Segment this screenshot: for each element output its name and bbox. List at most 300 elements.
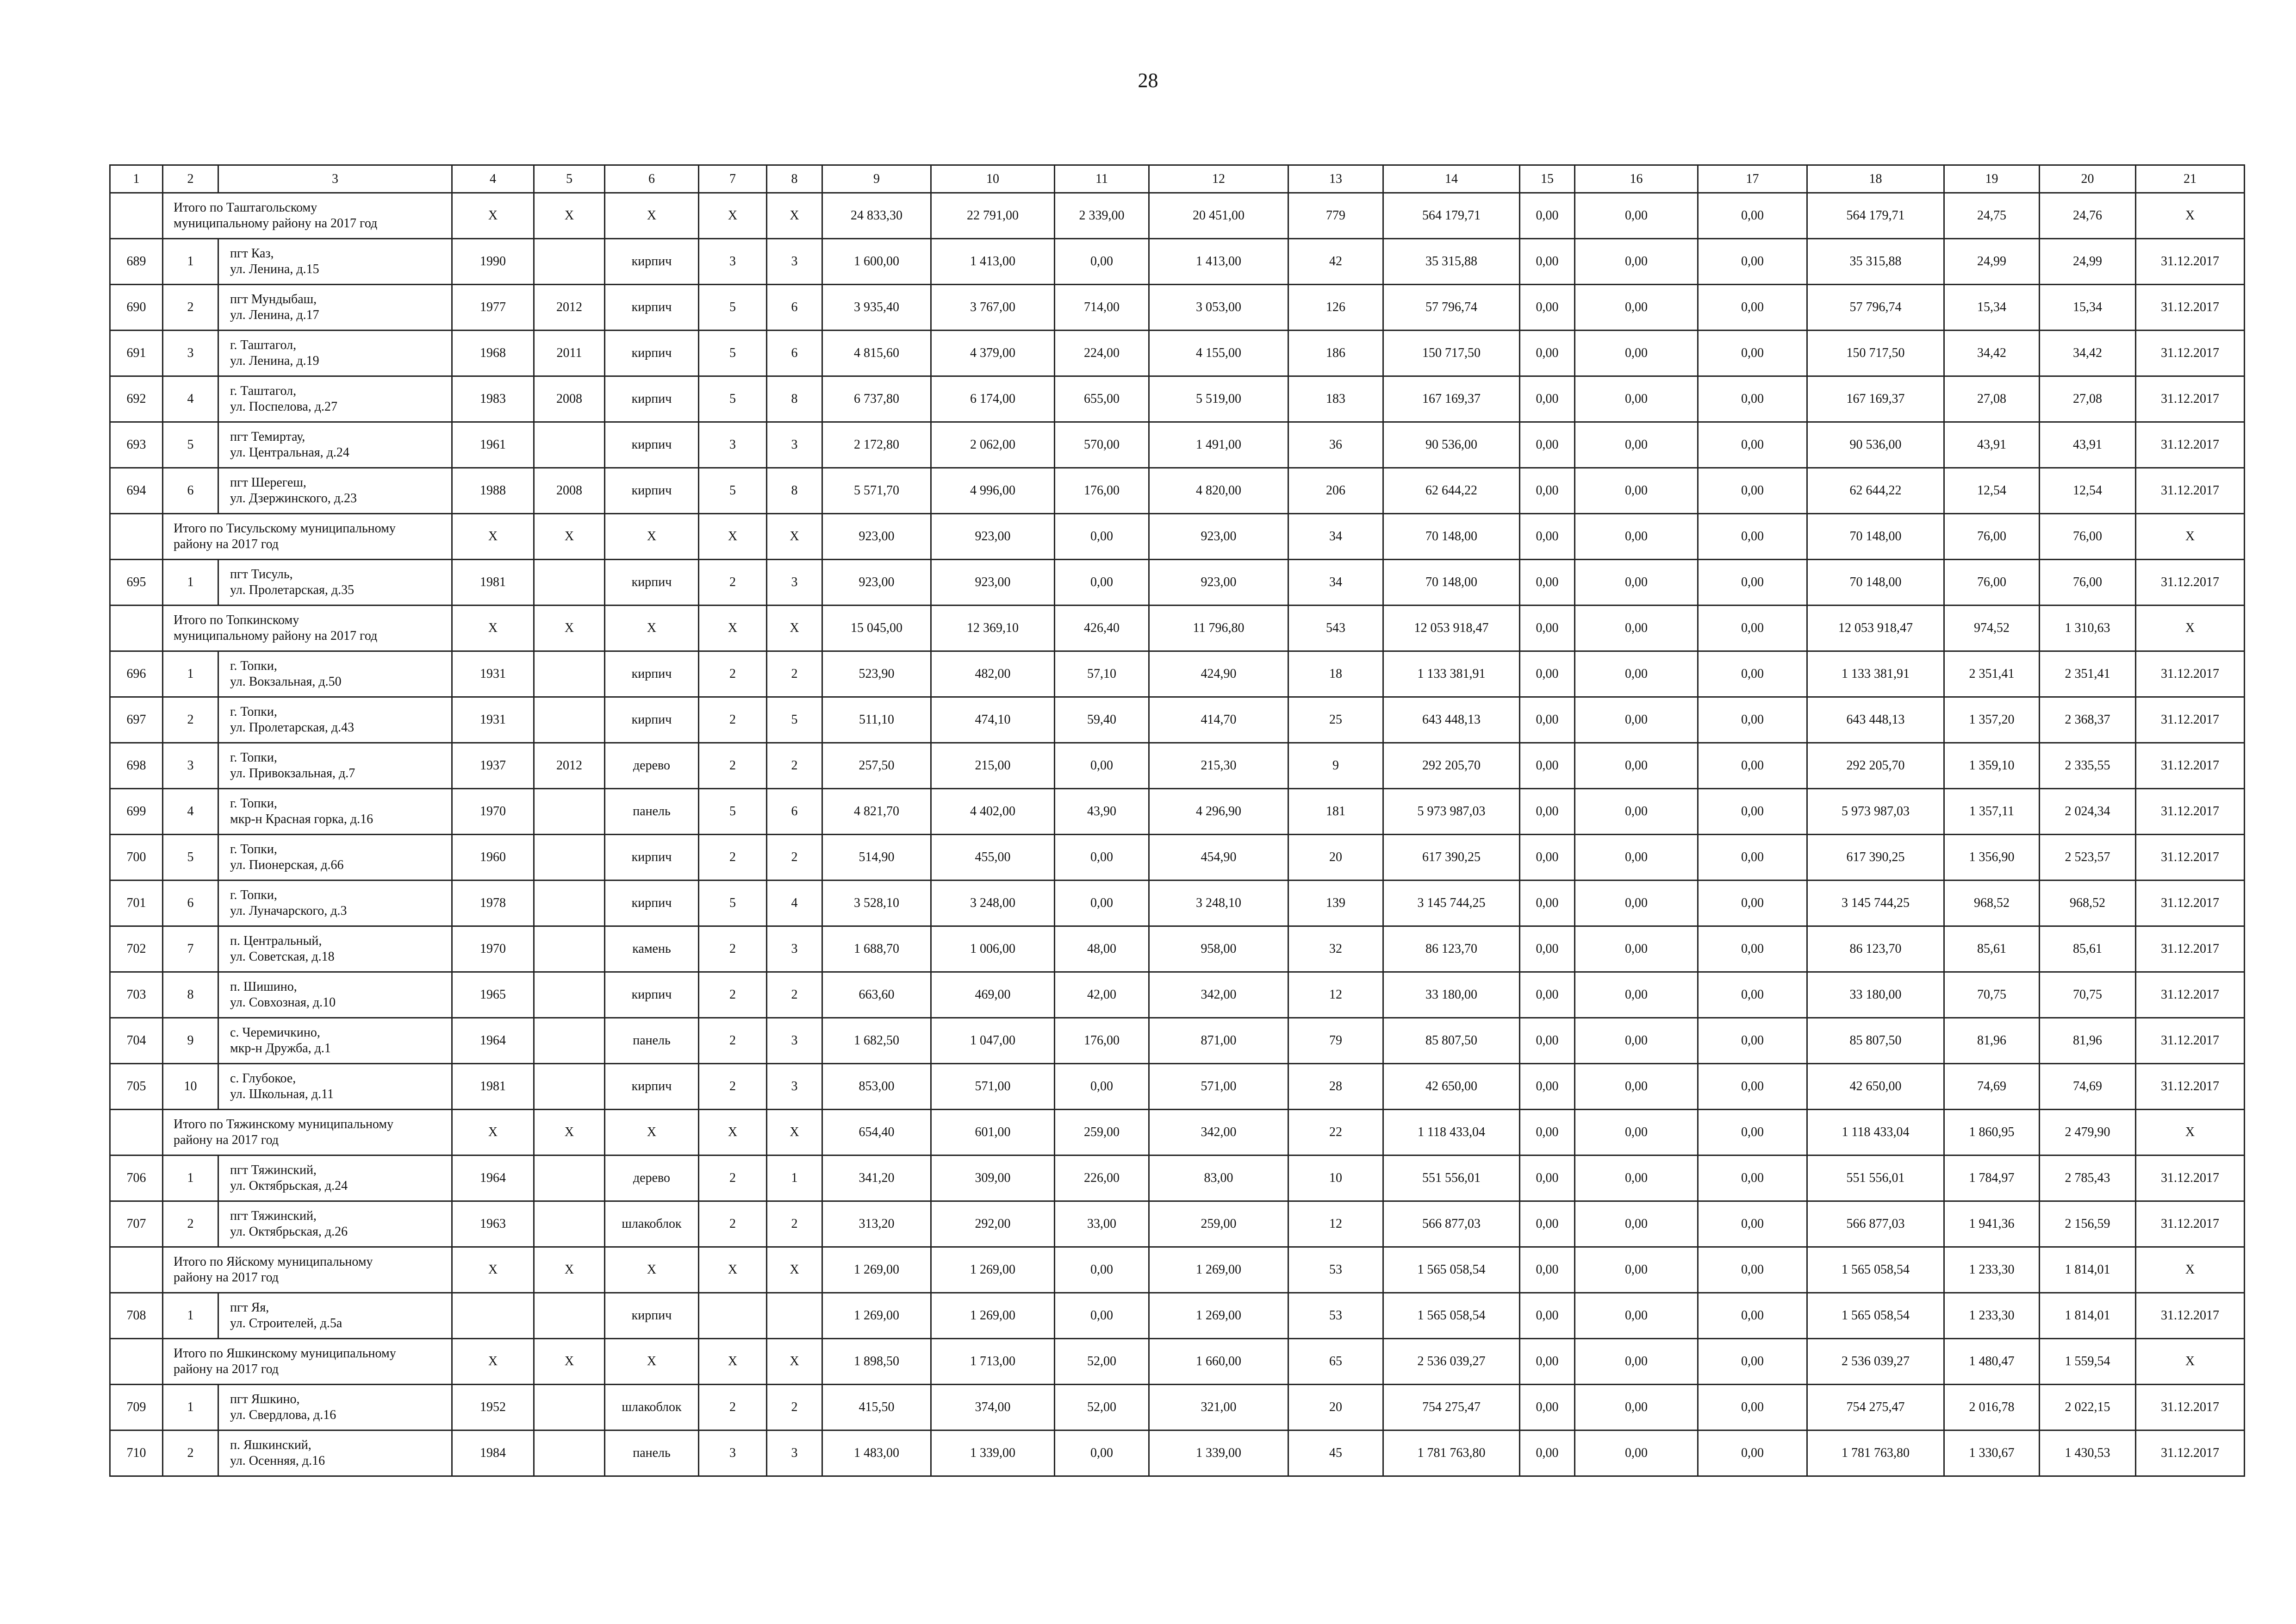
data-cell: 0,00 bbox=[1575, 1018, 1698, 1064]
data-cell: 4 155,00 bbox=[1149, 331, 1288, 376]
data-cell: 3 248,10 bbox=[1149, 881, 1288, 926]
building-row bbox=[110, 422, 2245, 468]
line-1: пгт Темиртау, bbox=[230, 430, 305, 444]
data-cell: 482,00 bbox=[931, 651, 1055, 697]
data-cell: 259,00 bbox=[1149, 1201, 1288, 1247]
data-cell: 455,00 bbox=[931, 835, 1055, 881]
data-cell: 0,00 bbox=[1575, 1247, 1698, 1293]
row-number-cell: 707 bbox=[110, 1201, 163, 1247]
data-cell: 43,91 bbox=[1944, 422, 2040, 468]
data-cell: 1 413,00 bbox=[931, 239, 1055, 285]
data-cell: 76,00 bbox=[2040, 560, 2136, 606]
data-cell: 0,00 bbox=[1575, 835, 1698, 881]
line-1: с. Глубокое, bbox=[230, 1071, 296, 1086]
row-number-cell bbox=[110, 1110, 163, 1156]
data-cell: 923,00 bbox=[1149, 514, 1288, 560]
data-cell: 342,00 bbox=[1149, 972, 1288, 1018]
data-cell: 6 737,80 bbox=[822, 376, 931, 422]
building-row bbox=[110, 376, 2245, 422]
data-cell: 0,00 bbox=[1520, 1247, 1575, 1293]
district-index-cell: 10 bbox=[163, 1064, 218, 1110]
data-cell: панель bbox=[605, 789, 699, 835]
data-cell: 0,00 bbox=[1698, 1201, 1807, 1247]
data-cell: 176,00 bbox=[1055, 1018, 1149, 1064]
data-cell: 2 172,80 bbox=[822, 422, 931, 468]
data-cell: 0,00 bbox=[1698, 789, 1807, 835]
data-cell: 0,00 bbox=[1520, 1430, 1575, 1476]
data-cell: 12 bbox=[1288, 1201, 1383, 1247]
data-cell: 1 688,70 bbox=[822, 926, 931, 972]
data-cell: 79 bbox=[1288, 1018, 1383, 1064]
data-cell: 0,00 bbox=[1055, 1247, 1149, 1293]
data-cell: 0,00 bbox=[1520, 239, 1575, 285]
address-cell bbox=[218, 972, 452, 1018]
data-cell: 74,69 bbox=[2040, 1064, 2136, 1110]
district-index-cell: 1 bbox=[163, 1293, 218, 1339]
data-cell: X bbox=[699, 1110, 767, 1156]
data-cell: 0,00 bbox=[1698, 926, 1807, 972]
data-cell: 0,00 bbox=[1055, 835, 1149, 881]
data-cell: 31.12.2017 bbox=[2136, 560, 2245, 606]
data-cell: 76,00 bbox=[1944, 560, 2040, 606]
row-number-cell: 689 bbox=[110, 239, 163, 285]
data-cell: 0,00 bbox=[1055, 514, 1149, 560]
line-1: г. Топки, bbox=[230, 888, 277, 902]
row-number-cell bbox=[110, 514, 163, 560]
district-index-cell: 6 bbox=[163, 881, 218, 926]
column-number-header: 11 bbox=[1055, 165, 1149, 193]
data-cell: 571,00 bbox=[931, 1064, 1055, 1110]
data-cell: 31.12.2017 bbox=[2136, 972, 2245, 1018]
data-cell: 871,00 bbox=[1149, 1018, 1288, 1064]
line-2: муниципальному району на 2017 год bbox=[174, 629, 378, 643]
district-index-cell: 9 bbox=[163, 1018, 218, 1064]
data-cell: 9 bbox=[1288, 743, 1383, 789]
data-cell: 3 bbox=[699, 239, 767, 285]
data-cell: 8 bbox=[767, 468, 822, 514]
address-cell bbox=[218, 835, 452, 881]
district-index-cell: 5 bbox=[163, 422, 218, 468]
housing-register-table bbox=[109, 164, 2245, 1477]
data-cell: 564 179,71 bbox=[1807, 193, 1944, 239]
row-number-cell: 706 bbox=[110, 1156, 163, 1201]
column-number-header: 2 bbox=[163, 165, 218, 193]
data-cell bbox=[534, 1201, 605, 1247]
district-index-cell: 4 bbox=[163, 789, 218, 835]
data-cell: 0,00 bbox=[1698, 1385, 1807, 1430]
data-cell: 0,00 bbox=[1575, 1064, 1698, 1110]
data-cell: 0,00 bbox=[1698, 1293, 1807, 1339]
data-cell: X bbox=[452, 1339, 534, 1385]
line-1: п. Яшкинский, bbox=[230, 1438, 311, 1452]
row-number-cell: 697 bbox=[110, 697, 163, 743]
data-cell: 0,00 bbox=[1575, 560, 1698, 606]
building-row bbox=[110, 239, 2245, 285]
data-cell: 4 821,70 bbox=[822, 789, 931, 835]
data-cell bbox=[534, 1018, 605, 1064]
data-cell: 2 bbox=[767, 1385, 822, 1430]
line-1: пгт Шерегеш, bbox=[230, 475, 306, 490]
data-cell: 2 bbox=[699, 1156, 767, 1201]
data-cell: 6 bbox=[767, 285, 822, 331]
data-cell: 0,00 bbox=[1698, 468, 1807, 514]
data-cell: 1 269,00 bbox=[1149, 1247, 1288, 1293]
line-2: ул. Центральная, д.24 bbox=[230, 445, 349, 460]
data-cell: 53 bbox=[1288, 1293, 1383, 1339]
column-number-header: 3 bbox=[218, 165, 452, 193]
building-row bbox=[110, 1201, 2245, 1247]
line-1: Итого по Яйскому муниципальному bbox=[174, 1255, 373, 1269]
data-cell: 31.12.2017 bbox=[2136, 926, 2245, 972]
column-number-header: 8 bbox=[767, 165, 822, 193]
data-cell: кирпич bbox=[605, 239, 699, 285]
data-cell: 0,00 bbox=[1520, 1293, 1575, 1339]
data-cell: 0,00 bbox=[1575, 789, 1698, 835]
data-cell: 1 269,00 bbox=[822, 1293, 931, 1339]
building-row bbox=[110, 1293, 2245, 1339]
address-cell bbox=[218, 743, 452, 789]
data-cell: 0,00 bbox=[1055, 1064, 1149, 1110]
data-cell: 36 bbox=[1288, 422, 1383, 468]
line-2: ул. Пионерская, д.66 bbox=[230, 858, 344, 872]
data-cell: 3 bbox=[767, 560, 822, 606]
data-cell: 31.12.2017 bbox=[2136, 331, 2245, 376]
data-cell: X bbox=[767, 1110, 822, 1156]
data-cell: 6 174,00 bbox=[931, 376, 1055, 422]
data-cell: 259,00 bbox=[1055, 1110, 1149, 1156]
line-2: ул. Поспелова, д.27 bbox=[230, 400, 337, 414]
data-cell: 0,00 bbox=[1520, 1156, 1575, 1201]
data-cell: шлакоблок bbox=[605, 1385, 699, 1430]
data-cell: 1 814,01 bbox=[2040, 1247, 2136, 1293]
data-cell: 655,00 bbox=[1055, 376, 1149, 422]
building-row bbox=[110, 881, 2245, 926]
data-cell: 1964 bbox=[452, 1156, 534, 1201]
data-cell: 968,52 bbox=[2040, 881, 2136, 926]
data-cell: 5 bbox=[699, 376, 767, 422]
data-cell: 2 bbox=[699, 743, 767, 789]
data-cell: 5 973 987,03 bbox=[1383, 789, 1520, 835]
data-cell: 1 814,01 bbox=[2040, 1293, 2136, 1339]
data-cell: 4 996,00 bbox=[931, 468, 1055, 514]
data-cell: 2012 bbox=[534, 285, 605, 331]
building-row bbox=[110, 835, 2245, 881]
data-cell: панель bbox=[605, 1430, 699, 1476]
data-cell: 8 bbox=[767, 376, 822, 422]
building-row bbox=[110, 1018, 2245, 1064]
building-row bbox=[110, 331, 2245, 376]
data-cell: 70,75 bbox=[1944, 972, 2040, 1018]
data-cell: 0,00 bbox=[1520, 1339, 1575, 1385]
data-cell: 31.12.2017 bbox=[2136, 651, 2245, 697]
data-cell: 31.12.2017 bbox=[2136, 743, 2245, 789]
data-cell: 12 369,10 bbox=[931, 606, 1055, 651]
data-cell: 1 784,97 bbox=[1944, 1156, 2040, 1201]
data-cell: 313,20 bbox=[822, 1201, 931, 1247]
data-cell: 5 bbox=[699, 789, 767, 835]
data-cell: 1970 bbox=[452, 789, 534, 835]
data-cell: 1 356,90 bbox=[1944, 835, 2040, 881]
row-number-cell bbox=[110, 193, 163, 239]
data-cell: 1 bbox=[767, 1156, 822, 1201]
data-cell: 2 156,59 bbox=[2040, 1201, 2136, 1247]
data-cell: 27,08 bbox=[2040, 376, 2136, 422]
address-cell bbox=[218, 1018, 452, 1064]
data-cell: 12,54 bbox=[1944, 468, 2040, 514]
data-cell: 22 bbox=[1288, 1110, 1383, 1156]
data-cell: 0,00 bbox=[1575, 972, 1698, 1018]
data-cell: 0,00 bbox=[1520, 697, 1575, 743]
data-cell: 1 233,30 bbox=[1944, 1293, 2040, 1339]
data-cell: 1964 bbox=[452, 1018, 534, 1064]
data-cell: 0,00 bbox=[1575, 881, 1698, 926]
data-cell: 617 390,25 bbox=[1383, 835, 1520, 881]
data-cell: 3 bbox=[767, 926, 822, 972]
line-2: ул. Вокзальная, д.50 bbox=[230, 675, 342, 689]
data-cell: 0,00 bbox=[1698, 1110, 1807, 1156]
district-total-label bbox=[163, 1110, 452, 1156]
data-cell: 3 053,00 bbox=[1149, 285, 1288, 331]
data-cell: 0,00 bbox=[1520, 972, 1575, 1018]
data-cell: 0,00 bbox=[1698, 239, 1807, 285]
line-1: Итого по Яшкинскому муниципальному bbox=[174, 1346, 396, 1361]
data-cell: X bbox=[605, 193, 699, 239]
data-cell: 1 269,00 bbox=[931, 1247, 1055, 1293]
data-cell: 0,00 bbox=[1698, 1247, 1807, 1293]
data-cell: 2 bbox=[699, 697, 767, 743]
data-cell: 1 413,00 bbox=[1149, 239, 1288, 285]
data-cell bbox=[534, 1064, 605, 1110]
line-2: ул. Пролетарская, д.43 bbox=[230, 720, 355, 735]
data-cell: 414,70 bbox=[1149, 697, 1288, 743]
data-cell: 1 781 763,80 bbox=[1807, 1430, 1944, 1476]
data-cell: кирпич bbox=[605, 651, 699, 697]
column-number-header: 12 bbox=[1149, 165, 1288, 193]
data-cell: 0,00 bbox=[1575, 1201, 1698, 1247]
address-cell bbox=[218, 422, 452, 468]
data-cell: 4 bbox=[767, 881, 822, 926]
data-cell: 2 062,00 bbox=[931, 422, 1055, 468]
data-cell: 62 644,22 bbox=[1383, 468, 1520, 514]
building-row bbox=[110, 1156, 2245, 1201]
data-cell: X bbox=[452, 193, 534, 239]
district-index-cell: 1 bbox=[163, 1385, 218, 1430]
line-1: пгт Мундыбаш, bbox=[230, 292, 317, 306]
data-cell: 83,00 bbox=[1149, 1156, 1288, 1201]
data-cell: 0,00 bbox=[1575, 193, 1698, 239]
data-cell: X bbox=[534, 1110, 605, 1156]
data-cell: 42 650,00 bbox=[1383, 1064, 1520, 1110]
row-number-cell: 694 bbox=[110, 468, 163, 514]
data-cell: 31.12.2017 bbox=[2136, 1018, 2245, 1064]
data-cell: 0,00 bbox=[1520, 606, 1575, 651]
data-cell: 1 359,10 bbox=[1944, 743, 2040, 789]
data-cell: 167 169,37 bbox=[1807, 376, 1944, 422]
district-index-cell: 8 bbox=[163, 972, 218, 1018]
data-cell: 2 022,15 bbox=[2040, 1385, 2136, 1430]
district-total-label bbox=[163, 1247, 452, 1293]
data-cell: дерево bbox=[605, 1156, 699, 1201]
line-1: пгт Тяжинский, bbox=[230, 1209, 317, 1223]
data-cell: 2 bbox=[767, 835, 822, 881]
data-cell: 469,00 bbox=[931, 972, 1055, 1018]
data-cell: 45 bbox=[1288, 1430, 1383, 1476]
row-number-cell: 705 bbox=[110, 1064, 163, 1110]
district-total-row bbox=[110, 1110, 2245, 1156]
data-cell: 0,00 bbox=[1575, 376, 1698, 422]
data-cell bbox=[534, 239, 605, 285]
data-cell: 3 145 744,25 bbox=[1807, 881, 1944, 926]
data-cell: 2011 bbox=[534, 331, 605, 376]
data-cell: 0,00 bbox=[1520, 1064, 1575, 1110]
line-2: ул. Строителей, д.5а bbox=[230, 1316, 342, 1330]
data-cell: 292 205,70 bbox=[1807, 743, 1944, 789]
data-cell: дерево bbox=[605, 743, 699, 789]
data-cell: 0,00 bbox=[1055, 1430, 1149, 1476]
data-cell: 0,00 bbox=[1698, 422, 1807, 468]
data-cell: X bbox=[2136, 1247, 2245, 1293]
data-cell: 321,00 bbox=[1149, 1385, 1288, 1430]
row-number-cell bbox=[110, 606, 163, 651]
building-row bbox=[110, 972, 2245, 1018]
data-cell: 2 bbox=[699, 651, 767, 697]
data-cell: 0,00 bbox=[1698, 193, 1807, 239]
data-cell: 3 bbox=[767, 1064, 822, 1110]
data-cell: 15,34 bbox=[1944, 285, 2040, 331]
data-cell: 25 bbox=[1288, 697, 1383, 743]
data-cell: кирпич bbox=[605, 1293, 699, 1339]
data-cell: 31.12.2017 bbox=[2136, 1385, 2245, 1430]
line-1: г. Таштагол, bbox=[230, 384, 297, 398]
data-cell: 76,00 bbox=[1944, 514, 2040, 560]
data-cell: 1 565 058,54 bbox=[1383, 1247, 1520, 1293]
data-cell: X bbox=[452, 606, 534, 651]
data-cell: 1931 bbox=[452, 651, 534, 697]
data-cell: 1 357,20 bbox=[1944, 697, 2040, 743]
data-cell: 2 bbox=[767, 651, 822, 697]
data-cell: X bbox=[767, 1339, 822, 1385]
data-cell: 27,08 bbox=[1944, 376, 2040, 422]
data-cell: 415,50 bbox=[822, 1385, 931, 1430]
data-cell bbox=[767, 1293, 822, 1339]
data-cell: 2 bbox=[767, 743, 822, 789]
data-cell: 923,00 bbox=[822, 560, 931, 606]
data-cell bbox=[534, 560, 605, 606]
line-2: району на 2017 год bbox=[174, 1133, 279, 1147]
data-cell: 0,00 bbox=[1520, 560, 1575, 606]
data-cell: 3 bbox=[699, 422, 767, 468]
data-cell: 1 898,50 bbox=[822, 1339, 931, 1385]
line-2: ул. Октябрьская, д.24 bbox=[230, 1179, 348, 1193]
data-cell: 551 556,01 bbox=[1383, 1156, 1520, 1201]
data-cell: 0,00 bbox=[1575, 1339, 1698, 1385]
column-number-header: 1 bbox=[110, 165, 163, 193]
data-cell: X bbox=[767, 514, 822, 560]
building-row bbox=[110, 1064, 2245, 1110]
data-cell: 1990 bbox=[452, 239, 534, 285]
data-cell: 1 269,00 bbox=[931, 1293, 1055, 1339]
data-cell: 28 bbox=[1288, 1064, 1383, 1110]
data-cell: 2 351,41 bbox=[1944, 651, 2040, 697]
row-number-cell bbox=[110, 1339, 163, 1385]
data-cell: 90 536,00 bbox=[1383, 422, 1520, 468]
data-cell: 150 717,50 bbox=[1807, 331, 1944, 376]
data-cell: 5 bbox=[699, 285, 767, 331]
data-cell: 0,00 bbox=[1698, 1156, 1807, 1201]
data-cell: 1 269,00 bbox=[822, 1247, 931, 1293]
data-cell: 81,96 bbox=[2040, 1018, 2136, 1064]
line-1: пгт Яшкино, bbox=[230, 1392, 300, 1406]
row-number-cell: 702 bbox=[110, 926, 163, 972]
district-index-cell: 2 bbox=[163, 1430, 218, 1476]
data-cell: 24,99 bbox=[1944, 239, 2040, 285]
data-cell bbox=[534, 1430, 605, 1476]
data-cell: 0,00 bbox=[1055, 239, 1149, 285]
data-cell: 1 491,00 bbox=[1149, 422, 1288, 468]
data-cell: 32 bbox=[1288, 926, 1383, 972]
data-cell: 0,00 bbox=[1575, 1385, 1698, 1430]
data-cell: 1 133 381,91 bbox=[1807, 651, 1944, 697]
district-total-row bbox=[110, 1247, 2245, 1293]
data-cell: 1984 bbox=[452, 1430, 534, 1476]
column-number-header: 17 bbox=[1698, 165, 1807, 193]
data-cell: 1983 bbox=[452, 376, 534, 422]
line-2: мкр-н Красная горка, д.16 bbox=[230, 812, 373, 826]
data-cell: 31.12.2017 bbox=[2136, 835, 2245, 881]
data-cell: 571,00 bbox=[1149, 1064, 1288, 1110]
data-cell: 714,00 bbox=[1055, 285, 1149, 331]
data-cell: 426,40 bbox=[1055, 606, 1149, 651]
column-number-header: 18 bbox=[1807, 165, 1944, 193]
data-cell: 1 682,50 bbox=[822, 1018, 931, 1064]
data-cell: 2 351,41 bbox=[2040, 651, 2136, 697]
row-number-cell: 710 bbox=[110, 1430, 163, 1476]
data-cell: 0,00 bbox=[1575, 1110, 1698, 1156]
data-cell: 341,20 bbox=[822, 1156, 931, 1201]
data-cell: 24,99 bbox=[2040, 239, 2136, 285]
data-cell: 34,42 bbox=[2040, 331, 2136, 376]
data-cell: 2 785,43 bbox=[2040, 1156, 2136, 1201]
district-total-row bbox=[110, 193, 2245, 239]
row-number-cell: 696 bbox=[110, 651, 163, 697]
data-cell: кирпич bbox=[605, 422, 699, 468]
data-cell: 20 451,00 bbox=[1149, 193, 1288, 239]
data-cell: 3 bbox=[767, 422, 822, 468]
line-1: п. Шишино, bbox=[230, 980, 297, 994]
column-number-header: 9 bbox=[822, 165, 931, 193]
data-cell: 33,00 bbox=[1055, 1201, 1149, 1247]
line-2: ул. Пролетарская, д.35 bbox=[230, 583, 355, 597]
row-number-cell: 699 bbox=[110, 789, 163, 835]
data-cell: 0,00 bbox=[1698, 376, 1807, 422]
row-number-cell: 693 bbox=[110, 422, 163, 468]
data-cell: 754 275,47 bbox=[1383, 1385, 1520, 1430]
data-cell: 0,00 bbox=[1520, 376, 1575, 422]
data-cell: 215,00 bbox=[931, 743, 1055, 789]
data-cell bbox=[534, 1293, 605, 1339]
data-cell: 6 bbox=[767, 789, 822, 835]
building-row bbox=[110, 1430, 2245, 1476]
data-cell: 1 118 433,04 bbox=[1383, 1110, 1520, 1156]
building-row bbox=[110, 789, 2245, 835]
data-cell: 292 205,70 bbox=[1383, 743, 1520, 789]
data-cell: 1 660,00 bbox=[1149, 1339, 1288, 1385]
data-cell: 309,00 bbox=[931, 1156, 1055, 1201]
data-cell: 564 179,71 bbox=[1383, 193, 1520, 239]
data-cell: 601,00 bbox=[931, 1110, 1055, 1156]
data-cell: 1 339,00 bbox=[931, 1430, 1055, 1476]
line-1: г. Таштагол, bbox=[230, 338, 297, 352]
